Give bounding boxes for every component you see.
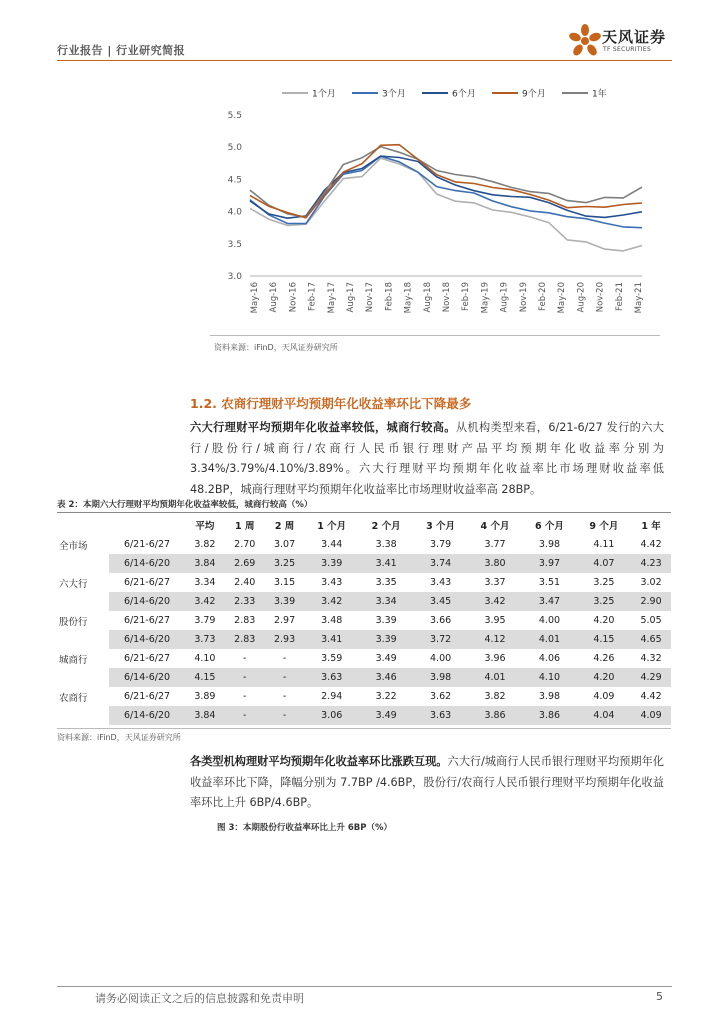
value-cell: 3.34: [194, 577, 216, 588]
value-cell: 3.84: [185, 706, 225, 725]
x-tick-label: Nov-19: [518, 282, 529, 313]
section-paragraph-2: [190, 752, 664, 814]
value-cell: -: [225, 706, 265, 725]
table-top-rule: [57, 512, 671, 513]
value-cell: -: [243, 691, 247, 702]
value-cell: 3.42: [304, 592, 358, 611]
table-header-cell: 3 个月: [426, 521, 456, 532]
value-cell: 3.25: [577, 592, 631, 611]
value-cell: 3.41: [304, 630, 358, 649]
x-tick-label: May-17: [326, 282, 337, 314]
x-tick-label: Nov-20: [595, 282, 606, 313]
legend-label: 9个月: [522, 89, 546, 100]
table-row: [57, 630, 671, 649]
institution-cell: 股份行: [59, 616, 88, 628]
value-cell: 4.00: [538, 615, 561, 626]
x-tick-label: Feb-17: [307, 282, 318, 311]
value-cell: 3.38: [375, 539, 397, 550]
value-cell: 3.42: [468, 592, 522, 611]
y-tick-label: 5.0: [227, 143, 242, 154]
value-cell: 3.79: [194, 615, 216, 626]
value-cell: 3.48: [321, 615, 343, 626]
institution-cell: [57, 554, 109, 573]
period-cell: 6/21-6/27: [123, 539, 171, 550]
value-cell: 3.41: [359, 554, 413, 573]
value-cell: 3.86: [468, 706, 522, 725]
value-cell: 4.11: [593, 539, 615, 550]
y-tick-label: 4.0: [227, 207, 242, 218]
value-cell: 2.83: [234, 615, 256, 626]
value-cell: 3.86: [522, 706, 576, 725]
value-cell: 4.15: [185, 668, 225, 687]
institution-cell: 六大行: [59, 578, 88, 590]
value-cell: 3.22: [375, 691, 397, 702]
value-cell: 3.15: [273, 577, 296, 588]
value-cell: 4.26: [593, 653, 615, 664]
value-cell: 3.07: [273, 539, 296, 550]
yield-line-chart: [210, 80, 660, 335]
para1-lead: 六大行理财平均预期年化收益率较低，城商行较高。: [190, 421, 456, 434]
value-cell: 3.25: [593, 577, 615, 588]
series-line: [250, 156, 642, 227]
footer-disclaimer: 请务必阅读正文之后的信息披露和免责申明: [95, 992, 304, 1005]
value-cell: 2.83: [225, 630, 265, 649]
x-tick-label: Feb-21: [614, 282, 625, 311]
value-cell: 3.39: [375, 615, 397, 626]
table-title: 表 2：本期六大行理财平均预期年化收益率较低，城商行较高（%）: [57, 500, 313, 510]
value-cell: 3.80: [468, 554, 522, 573]
value-cell: 3.39: [265, 592, 305, 611]
value-cell: 4.42: [640, 539, 662, 550]
company-logo: [568, 22, 678, 60]
value-cell: 2.69: [225, 554, 265, 573]
value-cell: 3.97: [522, 554, 576, 573]
period-cell: 6/21-6/27: [123, 577, 171, 588]
period-cell: 6/14-6/20: [109, 668, 185, 687]
table-row: [57, 573, 671, 592]
value-cell: 3.95: [484, 615, 506, 626]
chart-bottom-rule: [210, 335, 660, 336]
x-tick-label: May-19: [480, 282, 491, 314]
y-tick-label: 3.0: [227, 272, 242, 282]
value-cell: 3.72: [413, 630, 467, 649]
table-header-cell: 9 个月: [589, 521, 619, 532]
value-cell: 4.09: [631, 706, 671, 725]
value-cell: 4.01: [522, 630, 576, 649]
table-header-cell: [57, 515, 109, 535]
value-cell: 2.33: [225, 592, 265, 611]
value-cell: 4.09: [593, 691, 615, 702]
institution-cell: [57, 592, 109, 611]
x-tick-label: Aug-18: [422, 282, 433, 313]
table-bottom-rule: [57, 728, 671, 729]
table-row: [57, 687, 671, 706]
x-tick-label: Nov-17: [365, 282, 376, 313]
table-header-row: [57, 515, 671, 535]
table-row: [57, 706, 671, 725]
value-cell: -: [243, 653, 247, 664]
chart-source: 资料来源：iFinD，天风证券研究所: [214, 343, 338, 352]
value-cell: 3.98: [413, 668, 467, 687]
value-cell: 3.42: [185, 592, 225, 611]
value-cell: 4.32: [640, 653, 662, 664]
value-cell: 3.63: [413, 706, 467, 725]
table-header-cell: 1 周: [235, 521, 255, 532]
yield-table: [57, 515, 671, 725]
x-tick-label: May-16: [250, 282, 260, 314]
value-cell: 4.10: [522, 668, 576, 687]
value-cell: 2.93: [265, 630, 305, 649]
value-cell: 4.10: [194, 653, 216, 664]
period-cell: 6/14-6/20: [109, 554, 185, 573]
value-cell: 3.47: [522, 592, 576, 611]
table-header-cell: 1 个月: [317, 521, 347, 532]
x-tick-label: Aug-19: [499, 282, 510, 313]
value-cell: 4.20: [593, 615, 615, 626]
value-cell: -: [282, 691, 287, 702]
legend-label: 1个月: [312, 89, 336, 100]
logo-name-cn: 天风证券: [602, 28, 667, 46]
value-cell: 2.40: [234, 577, 256, 588]
value-cell: 3.43: [430, 577, 452, 588]
value-cell: 2.70: [234, 539, 256, 550]
value-cell: 3.66: [430, 615, 452, 626]
table-row: [57, 649, 671, 668]
institution-cell: [57, 706, 109, 725]
section-paragraph-1: [190, 418, 664, 500]
value-cell: 3.43: [321, 577, 343, 588]
value-cell: 3.73: [185, 630, 225, 649]
table-row: [57, 554, 671, 573]
value-cell: -: [265, 706, 305, 725]
table-header-cell: 1 年: [641, 521, 661, 532]
footer-divider: [57, 986, 672, 987]
value-cell: -: [265, 668, 305, 687]
para2-body: 六大行/城商行人民币银行理财平均预期年化收益率环比下降，降幅分别为 7.7BP /4.6BP，股份行/农商行人民币银行理财平均预期年化收益率环比上升 6BP/4.6BP。: [190, 755, 664, 809]
period-cell: 6/21-6/27: [123, 615, 171, 626]
period-cell: 6/21-6/27: [123, 653, 171, 664]
value-cell: 5.05: [640, 615, 662, 626]
value-cell: -: [225, 668, 265, 687]
figure-3-title: 图 3：本期股份行收益率环比上升 6BP（%）: [217, 823, 392, 833]
value-cell: 4.12: [468, 630, 522, 649]
para2-lead: 各类型机构理财平均预期年化收益率环比涨跌互现。: [190, 755, 448, 768]
legend-label: 3个月: [382, 89, 406, 100]
value-cell: 4.15: [577, 630, 631, 649]
value-cell: 3.44: [321, 539, 343, 550]
table-header-cell: 平均: [195, 521, 215, 532]
value-cell: 3.79: [430, 539, 452, 550]
value-cell: 4.65: [631, 630, 671, 649]
value-cell: 4.42: [640, 691, 662, 702]
value-cell: 3.49: [375, 653, 397, 664]
period-cell: 6/14-6/20: [109, 706, 185, 725]
value-cell: 4.23: [631, 554, 671, 573]
x-tick-label: Feb-18: [384, 282, 395, 311]
value-cell: 4.06: [538, 653, 561, 664]
value-cell: 3.37: [484, 577, 506, 588]
value-cell: 3.39: [359, 630, 413, 649]
chart-canvas: [210, 80, 660, 335]
x-tick-label: May-21: [634, 282, 644, 314]
value-cell: -: [282, 653, 287, 664]
value-cell: 2.90: [631, 592, 671, 611]
table-header-cell: 2 周: [274, 521, 295, 532]
x-tick-label: Feb-19: [461, 282, 472, 311]
x-tick-label: Aug-20: [576, 282, 587, 313]
value-cell: 3.98: [538, 539, 561, 550]
table-header-cell: 6 个月: [534, 521, 564, 532]
page-number: 5: [656, 990, 663, 1003]
y-tick-label: 3.5: [227, 239, 242, 250]
value-cell: 3.98: [538, 691, 561, 702]
logo-name-en: TF SECURITIES: [603, 46, 652, 53]
period-cell: 6/14-6/20: [109, 592, 185, 611]
x-tick-label: Aug-16: [269, 282, 280, 313]
value-cell: 3.82: [194, 539, 216, 550]
institution-cell: 全市场: [59, 540, 88, 552]
y-tick-label: 5.5: [227, 111, 242, 121]
series-line: [250, 156, 642, 218]
table-source: 资料来源：iFinD，天风证券研究所: [57, 733, 181, 742]
value-cell: 3.02: [640, 577, 662, 588]
x-tick-label: May-18: [403, 282, 414, 314]
table-row: [57, 611, 671, 630]
report-breadcrumb: 行业报告 | 行业研究简报: [57, 44, 186, 57]
value-cell: 2.97: [273, 615, 296, 626]
value-cell: 3.35: [375, 577, 397, 588]
value-cell: 3.96: [484, 653, 506, 664]
period-cell: 6/14-6/20: [109, 630, 185, 649]
value-cell: 3.06: [304, 706, 358, 725]
legend-label: 1年: [592, 89, 607, 100]
table-row: [57, 592, 671, 611]
value-cell: 3.25: [265, 554, 305, 573]
x-tick-label: Nov-18: [442, 282, 452, 313]
para1-body: 从机构类型来看，6/21-6/27 发行的六大行/股份行/城商行/农商行人民币银行理财产品平均预期年化收益率分别为3.34%/3.79%/4.10%/3.89%。六大行理财平均预期年化收益率比市场理财收益率低 48.2BP，城商行理财平均预期年化收益率比市场理财收益率高 28BP。: [190, 421, 664, 496]
flower-logo-icon: [568, 22, 602, 60]
value-cell: 4.01: [468, 668, 522, 687]
legend-label: 6个月: [452, 89, 476, 100]
x-tick-label: Feb-20: [538, 282, 548, 311]
institution-cell: 农商行: [59, 692, 88, 704]
value-cell: 3.62: [430, 691, 452, 702]
value-cell: 4.07: [577, 554, 631, 573]
section-title: 1.2. 农商行理财平均预期年化收益率环比下降最多: [190, 396, 472, 411]
value-cell: 3.77: [484, 539, 506, 550]
institution-cell: 城商行: [59, 654, 88, 666]
value-cell: 3.59: [321, 653, 343, 664]
value-cell: 3.63: [304, 668, 358, 687]
value-cell: 2.94: [321, 691, 343, 702]
header-divider: [57, 60, 672, 61]
value-cell: 3.45: [413, 592, 467, 611]
table-header-cell: [109, 515, 185, 535]
period-cell: 6/21-6/27: [123, 691, 171, 702]
table-row: [57, 535, 671, 554]
x-tick-label: May-20: [557, 282, 568, 314]
value-cell: 4.29: [631, 668, 671, 687]
value-cell: 3.89: [194, 691, 216, 702]
value-cell: 3.49: [359, 706, 413, 725]
institution-cell: [57, 668, 109, 687]
value-cell: 3.84: [185, 554, 225, 573]
table-header-cell: 2 个月: [371, 521, 401, 532]
table-header-cell: 4 个月: [480, 521, 510, 532]
institution-cell: [57, 630, 109, 649]
value-cell: 4.00: [430, 653, 452, 664]
x-tick-label: Nov-16: [288, 282, 299, 313]
value-cell: 4.04: [577, 706, 631, 725]
value-cell: 3.46: [359, 668, 413, 687]
value-cell: 3.39: [304, 554, 358, 573]
x-tick-label: Aug-17: [346, 282, 356, 313]
value-cell: 3.34: [359, 592, 413, 611]
y-tick-label: 4.5: [227, 175, 242, 186]
value-cell: 3.82: [484, 691, 506, 702]
value-cell: 4.20: [577, 668, 631, 687]
table-row: [57, 668, 671, 687]
value-cell: 3.74: [413, 554, 467, 573]
value-cell: 3.51: [538, 577, 561, 588]
